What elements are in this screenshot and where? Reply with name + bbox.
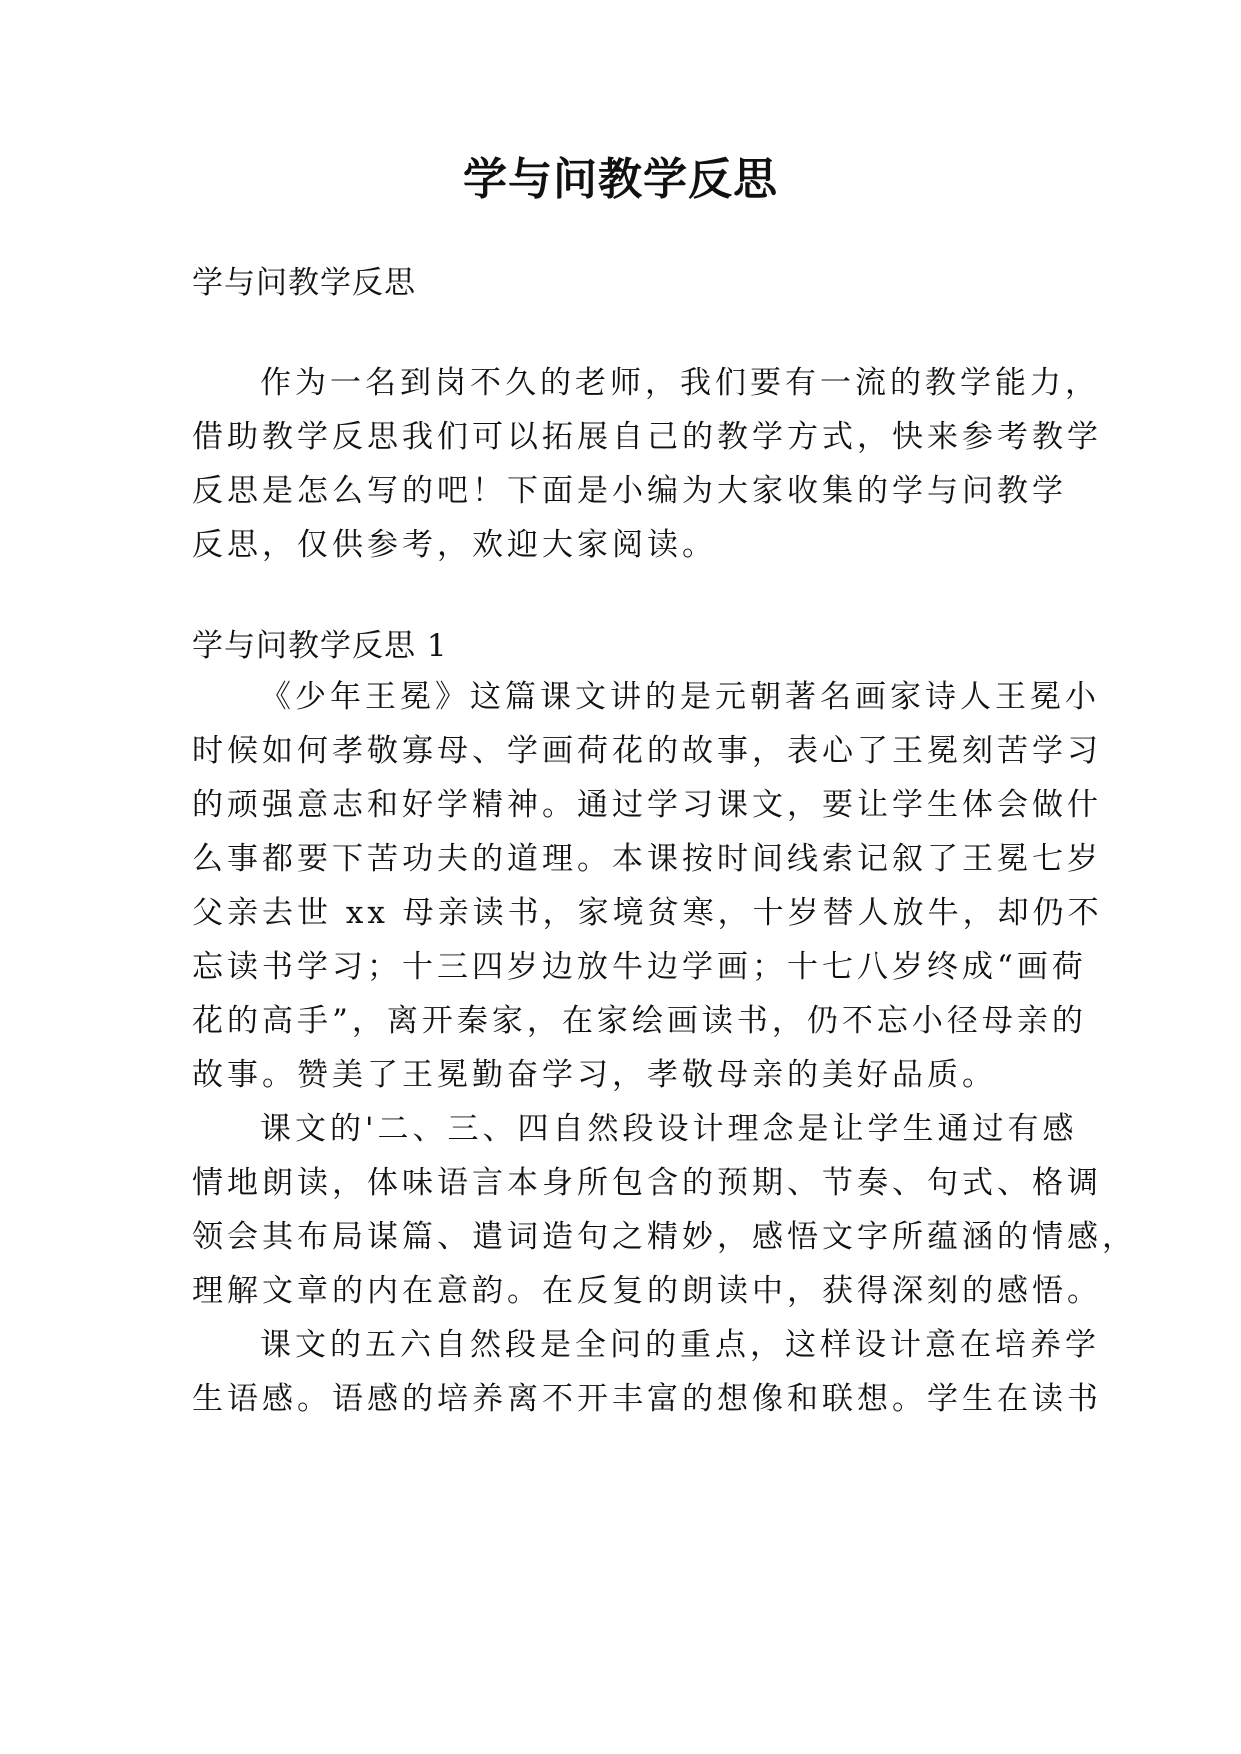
paragraph-line: 的顽强意志和好学精神。通过学习课文，要让学生体会做什: [192, 787, 1102, 823]
intro-line: 作为一名到岗不久的老师，我们要有一流的教学能力，: [260, 365, 1100, 401]
paragraph-line: 忘读书学习；十三四岁边放牛边学画；十七八岁终成“画荷: [192, 949, 1087, 985]
paragraph-line: 生语感。语感的培养离不开丰富的想像和联想。学生在读书: [192, 1381, 1102, 1417]
paragraph-line: 么事都要下苦功夫的道理。本课按时间线索记叙了王冕七岁: [192, 841, 1102, 877]
document-title: 学与问教学反思: [463, 154, 778, 205]
paragraph-line: 领会其布局谋篇、遣词造句之精妙，感悟文字所蕴涵的情感，: [192, 1219, 1137, 1255]
paragraph-line: 情地朗读，体味语言本身所包含的预期、节奏、句式、格调: [192, 1165, 1102, 1201]
paragraph-line: 《少年王冕》这篇课文讲的是元朝著名画家诗人王冕小: [260, 679, 1100, 715]
paragraph-line: 花的高手”，离开秦家，在家绘画读书，仍不忘小径母亲的: [192, 1003, 1087, 1039]
intro-line: 反思是怎么写的吧！下面是小编为大家收集的学与问教学: [192, 473, 1067, 509]
intro-line: 反思，仅供参考，欢迎大家阅读。: [192, 527, 717, 563]
paragraph-line: 父亲去世 xx 母亲读书，家境贫寒，十岁替人放牛，却仍不: [192, 895, 1103, 931]
document-subtitle: 学与问教学反思: [192, 265, 416, 301]
intro-line: 借助教学反思我们可以拓展自己的教学方式，快来参考教学: [192, 419, 1102, 455]
paragraph-line: 理解文章的内在意韵。在反复的朗读中，获得深刻的感悟。: [192, 1273, 1102, 1309]
paragraph-line: 课文的五六自然段是全问的重点，这样设计意在培养学: [260, 1327, 1100, 1363]
paragraph-line: 时候如何孝敬寡母、学画荷花的故事，表心了王冕刻苦学习: [192, 733, 1102, 769]
paragraph-line: 故事。赞美了王冕勤奋学习，孝敬母亲的美好品质。: [192, 1057, 997, 1093]
paragraph-line: 课文的'二、三、四自然段设计理念是让学生通过有感: [260, 1111, 1078, 1147]
section-heading: 学与问教学反思 1: [192, 628, 448, 664]
